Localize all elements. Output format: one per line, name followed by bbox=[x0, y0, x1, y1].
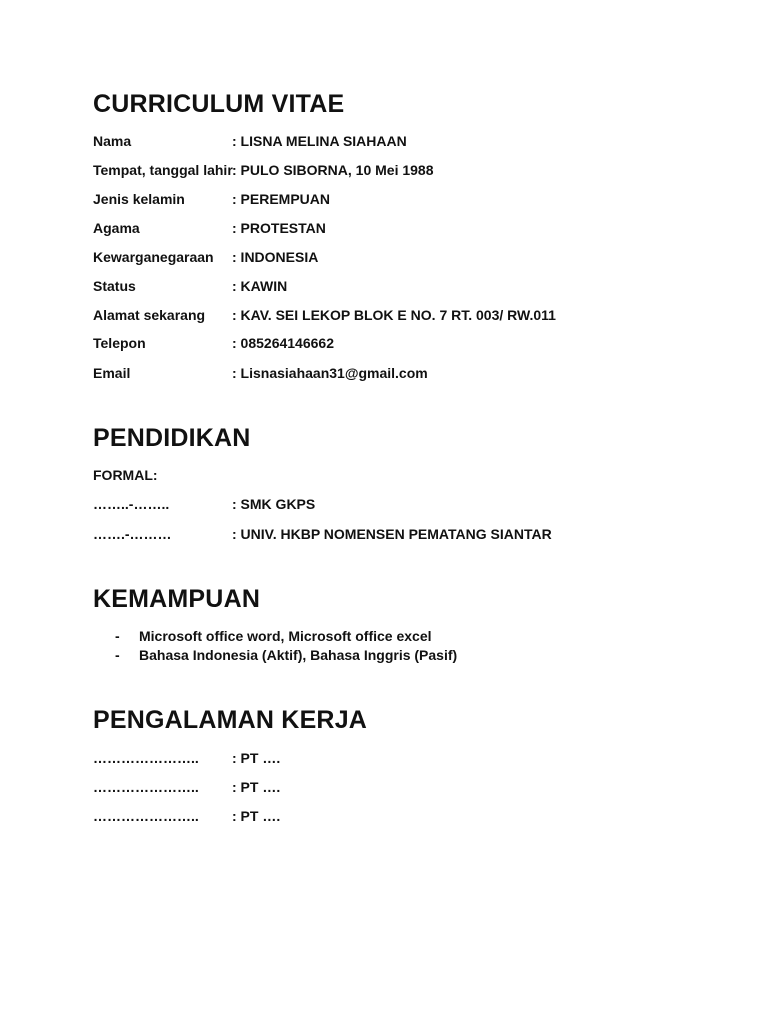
personal-value: : PULO SIBORNA, 10 Mei 1988 bbox=[232, 162, 434, 178]
personal-label: Status bbox=[93, 278, 136, 294]
personal-label: Telepon bbox=[93, 335, 146, 351]
personal-value: : PROTESTAN bbox=[232, 220, 326, 236]
education-formal-label: FORMAL: bbox=[93, 467, 158, 483]
experience-period: ………………….. bbox=[93, 779, 199, 795]
education-school: : UNIV. HKBP NOMENSEN PEMATANG SIANTAR bbox=[232, 526, 552, 542]
personal-label: Agama bbox=[93, 220, 140, 236]
education-period: ……..-…….. bbox=[93, 496, 170, 512]
personal-label: Email bbox=[93, 365, 131, 381]
experience-title: PENGALAMAN KERJA bbox=[93, 706, 368, 734]
education-period: …….-……… bbox=[93, 526, 172, 542]
personal-label: Nama bbox=[93, 133, 132, 149]
bullet-dash: - bbox=[115, 647, 120, 663]
experience-period: ………………….. bbox=[93, 808, 199, 824]
personal-value: : KAWIN bbox=[232, 278, 288, 294]
personal-value: : INDONESIA bbox=[232, 249, 319, 265]
personal-value: : Lisnasiahaan31@gmail.com bbox=[232, 365, 428, 381]
bullet-dash: - bbox=[115, 628, 120, 644]
skills-title: KEMAMPUAN bbox=[93, 585, 261, 613]
experience-company: : PT …. bbox=[232, 750, 281, 766]
personal-label: Tempat, tanggal lahir bbox=[93, 162, 233, 178]
personal-value: : 085264146662 bbox=[232, 335, 334, 351]
experience-period: ………………….. bbox=[93, 750, 199, 766]
cv-title: CURRICULUM VITAE bbox=[93, 90, 345, 118]
skill-text: Microsoft office word, Microsoft office excel bbox=[139, 628, 432, 644]
experience-company: : PT …. bbox=[232, 779, 281, 795]
personal-label: Kewarganegaraan bbox=[93, 249, 214, 265]
experience-company: : PT …. bbox=[232, 808, 281, 824]
personal-label: Alamat sekarang bbox=[93, 307, 206, 323]
education-title: PENDIDIKAN bbox=[93, 424, 251, 452]
personal-value: : KAV. SEI LEKOP BLOK E NO. 7 RT. 003/ RW.011 bbox=[232, 307, 556, 323]
education-school: : SMK GKPS bbox=[232, 496, 316, 512]
personal-value: : PEREMPUAN bbox=[232, 191, 331, 207]
personal-label: Jenis kelamin bbox=[93, 191, 185, 207]
personal-value: : LISNA MELINA SIAHAAN bbox=[232, 133, 407, 149]
skill-text: Bahasa Indonesia (Aktif), Bahasa Inggris (Pasif) bbox=[139, 647, 458, 663]
